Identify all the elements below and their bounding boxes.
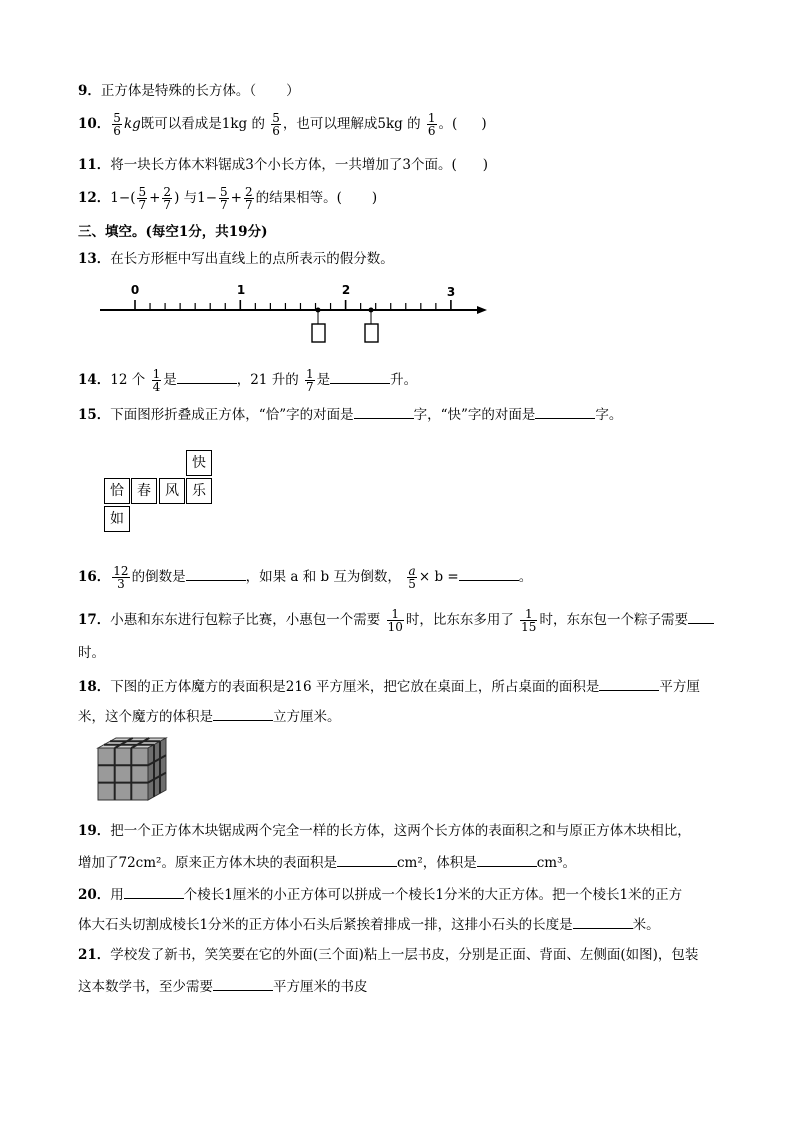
q-text: cm²，体积是	[396, 855, 477, 871]
answer-blank[interactable]	[213, 976, 273, 991]
unit-kg: kg	[123, 116, 141, 132]
question-19	[78, 822, 691, 840]
q-text: cm³。	[536, 855, 577, 871]
tick-label-3: 3	[446, 285, 456, 299]
question-17-cont: 时。	[78, 645, 105, 661]
q-text: 正方体是特殊的长方体。（	[100, 83, 257, 99]
q-text: 平方厘米的书皮	[273, 979, 368, 995]
question-18-cont	[78, 706, 341, 726]
q-text: 这本数学书，至少需要	[78, 979, 213, 995]
net-cell-kuai: 快	[186, 450, 212, 476]
question-21-cont	[78, 976, 368, 996]
net-cell-ru: 如	[104, 506, 130, 532]
q-number: 16．	[78, 569, 111, 585]
answer-blank[interactable]	[573, 914, 633, 929]
q-text: 体大石头切割成棱长1分米的正方体小石头后紧挨着排成一排，这排小石头的长度是	[78, 917, 573, 933]
fraction: $\frac{1}{6}$	[427, 111, 436, 138]
answer-blank[interactable]	[337, 852, 397, 867]
question-13	[78, 250, 394, 268]
q-text: 时，比东东多用了	[405, 612, 514, 628]
q-text: 升。	[390, 372, 418, 388]
q-close: )	[481, 116, 487, 132]
fraction: $\frac{1}{7}$	[306, 367, 314, 394]
answer-box-b[interactable]	[365, 324, 378, 342]
number-line	[95, 280, 495, 350]
tick-label-1: 1	[236, 283, 246, 297]
question-21	[78, 946, 698, 964]
answer-blank[interactable]	[459, 566, 519, 581]
question-20-cont	[78, 914, 660, 934]
fraction: $\frac{1}{4}$	[152, 367, 161, 394]
q-text: 字，“快”字的对面是	[413, 407, 536, 423]
q-number: 14．	[78, 372, 111, 388]
answer-blank[interactable]	[477, 852, 537, 867]
q-text: 将一块长方体木料锯成3个小长方体，一共增加了3个面。(	[110, 157, 457, 173]
q-number: 13．	[78, 251, 111, 267]
q-number: 15．	[78, 407, 111, 423]
plus-sign: +	[230, 190, 242, 206]
q-text: ，也可以理解成5kg 的	[282, 116, 421, 132]
q-text: 是	[163, 372, 177, 388]
net-cell-le: 乐	[186, 478, 212, 504]
q-text: 字。	[595, 407, 623, 423]
question-11	[78, 156, 488, 174]
answer-blank[interactable]	[213, 706, 273, 721]
q-number: 9．	[78, 83, 101, 99]
q-text: 米。	[632, 917, 660, 933]
section-heading: 三、填空。(每空1分，共19分)	[78, 224, 268, 240]
question-18	[78, 676, 700, 696]
q-number: 10．	[78, 116, 111, 132]
q-text: 是	[316, 372, 331, 388]
q-number: 21．	[78, 947, 111, 963]
fraction: $\frac{5}{7}$	[138, 185, 147, 212]
q-close: )	[482, 157, 489, 173]
q-text: 下面图形折叠成正方体，“恰”字的对面是	[110, 407, 354, 423]
q-text: ，21 升的	[236, 372, 299, 388]
fraction: $\frac{2}{7}$	[163, 185, 172, 212]
q-text: 学校发了新书，笑笑要在它的外面(三个面)粘上一层书皮，分别是正面、背面、左侧面(如图)，包装	[110, 947, 699, 963]
answer-blank[interactable]	[354, 404, 414, 419]
question-19-cont	[78, 852, 576, 872]
q-text: ) 与1−	[174, 190, 218, 206]
q-text: 时，东东包一个粽子需要	[539, 612, 688, 628]
question-20	[78, 884, 682, 904]
tick-label-2: 2	[341, 283, 351, 297]
q-text: 立方厘米。	[273, 709, 341, 725]
fraction: $\frac{1}{15}$	[521, 607, 537, 634]
q-text: 12 个	[110, 372, 146, 388]
q-text: 。	[518, 569, 533, 585]
q-text: 下图的正方体魔方的表面积是216 平方厘米，把它放在桌面上，所占桌面的面积是	[110, 679, 600, 695]
q-number: 17．	[78, 612, 111, 628]
q-text: 把一个正方体木块锯成两个完全一样的长方体，这两个长方体的表面积之和与原正方体木块相比，	[110, 823, 691, 839]
answer-blank[interactable]	[535, 404, 595, 419]
q-text: 米，这个魔方的体积是	[78, 709, 213, 725]
q-text: 个棱长1厘米的小正方体可以拼成一个棱长1分米的大正方体。把一个棱长1米的正方	[183, 887, 683, 903]
q-text: × b =	[418, 569, 459, 585]
answer-blank[interactable]	[186, 566, 246, 581]
q-number: 20．	[78, 887, 111, 903]
fraction: $\frac{5}{6}$	[272, 111, 280, 138]
q-text: 平方厘	[659, 679, 700, 695]
answer-blank[interactable]	[177, 369, 237, 384]
q-text: 小惠和东东进行包粽子比赛，小惠包一个需要	[110, 612, 381, 628]
fraction: $\frac{5}{6}$	[113, 111, 121, 138]
q-close: ）	[286, 83, 300, 99]
q-text: 既可以看成是1kg 的	[140, 116, 265, 132]
net-cell-qia: 恰	[104, 478, 130, 504]
fraction: $\frac{12}{3}$	[113, 564, 129, 591]
net-cell-chun: 春	[131, 478, 157, 504]
q-close: )	[371, 190, 378, 206]
question-10	[78, 112, 487, 137]
fraction: $\frac{1}{10}$	[387, 607, 403, 634]
q-text: 增加了72cm²。原来正方体木块的表面积是	[78, 855, 337, 871]
answer-box-a[interactable]	[312, 324, 325, 342]
q-text: 在长方形框中写出直线上的点所表示的假分数。	[110, 251, 394, 267]
q-number: 19．	[78, 823, 111, 839]
q-text: 。(	[438, 116, 458, 132]
question-14	[78, 368, 417, 393]
q-number: 12．	[78, 190, 111, 206]
fraction: $\frac{5}{7}$	[220, 185, 228, 212]
answer-blank[interactable]	[124, 884, 184, 899]
question-9	[78, 82, 300, 100]
answer-blank[interactable]	[688, 609, 714, 624]
rubiks-cube-image	[96, 736, 168, 802]
q-text: 的结果相等。(	[255, 190, 342, 206]
q-text: 的倒数是	[131, 569, 186, 585]
q-number: 18．	[78, 679, 111, 695]
tick-label-0: 0	[130, 283, 140, 297]
answer-blank[interactable]	[330, 369, 390, 384]
question-15	[78, 404, 622, 424]
q-number: 11．	[78, 157, 111, 173]
net-cell-feng: 风	[159, 478, 185, 504]
fraction: $\frac{a}{5}$	[408, 564, 416, 591]
question-12	[78, 186, 377, 211]
answer-blank[interactable]	[599, 676, 659, 691]
q-text: 1−(	[110, 190, 136, 206]
plus-sign: +	[149, 190, 161, 206]
question-17	[78, 608, 714, 633]
q-text: 用	[110, 887, 124, 903]
q-text: ，如果 a 和 b 互为倒数，	[245, 569, 401, 585]
question-16	[78, 565, 532, 590]
fraction: $\frac{2}{7}$	[244, 185, 253, 212]
